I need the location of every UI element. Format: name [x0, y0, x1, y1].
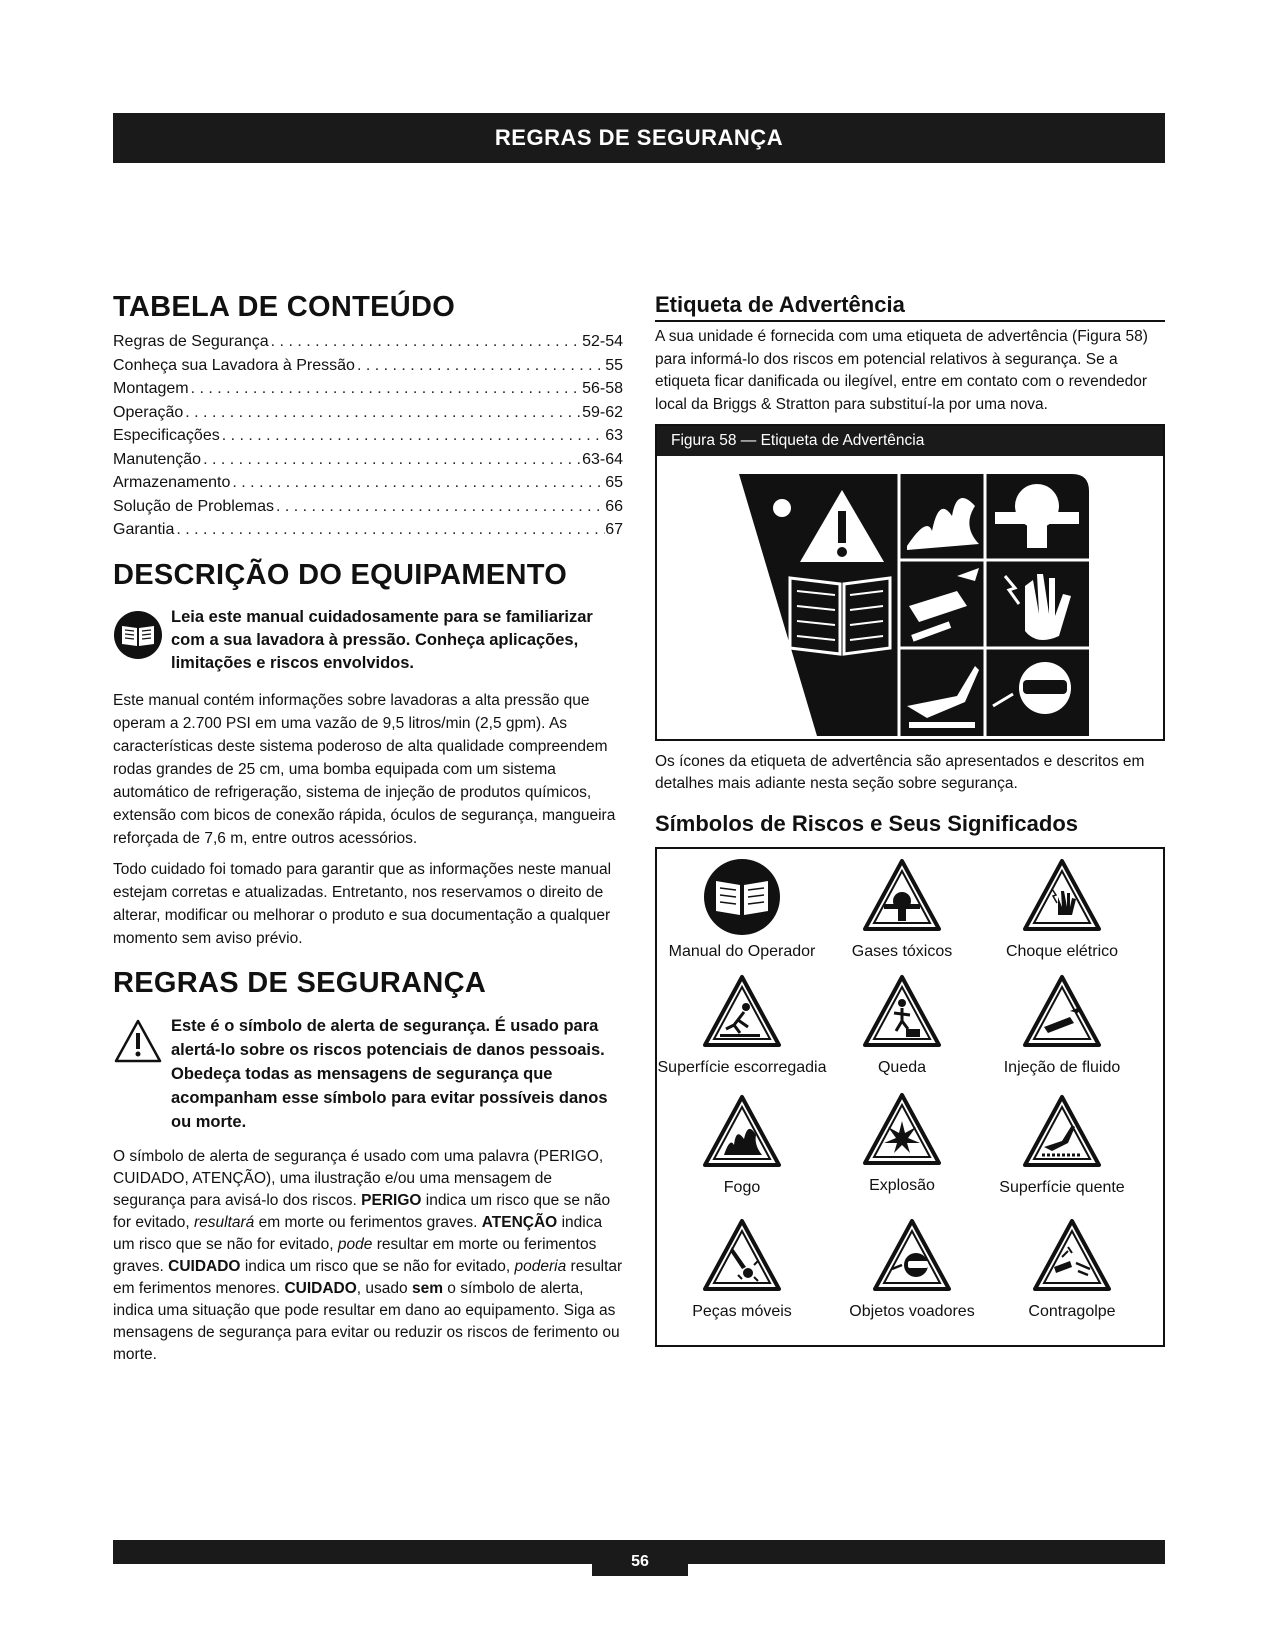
text-italic: pode	[337, 1235, 373, 1253]
text: resultar em ferimentos menores.	[113, 1257, 623, 1297]
toc-item-pages: 67	[605, 521, 623, 538]
text-bold: sem	[411, 1279, 443, 1297]
toc-item-label: Operação	[113, 403, 184, 421]
left-column	[113, 290, 623, 1366]
toc-leader	[355, 354, 605, 378]
toxic-gas-icon	[862, 857, 942, 937]
warning-label-after: Os ícones da etiqueta de advertência são apresentados e descritos em detalhes mais adiante nesta seção sobre segurança.	[655, 753, 1145, 792]
toc-leader	[174, 518, 605, 542]
toc-item-label: Montagem	[113, 380, 189, 397]
toc-item-pages: 59-62	[582, 403, 623, 421]
symbol-hot-surface	[977, 1093, 1147, 1197]
toc-item[interactable]	[113, 401, 623, 425]
toc-title: TABELA DE CONTEÚDO	[113, 291, 456, 323]
symbol-label: Superfície quente	[999, 1179, 1125, 1196]
toc-leader	[189, 377, 582, 401]
toc-leader	[183, 401, 582, 425]
signal-word-cuidado: CUIDADO	[168, 1257, 241, 1275]
warning-label-image	[657, 456, 1163, 739]
symbol-label: Peças móveis	[692, 1303, 792, 1320]
toc-item-label: Garantia	[113, 521, 175, 538]
toc-leader	[230, 471, 605, 495]
symbol-flying-objects	[827, 1217, 997, 1321]
symbol-label: Fogo	[723, 1179, 761, 1196]
symbol-moving-parts	[657, 1217, 827, 1321]
toc-item[interactable]	[113, 377, 623, 401]
symbol-label: Explosão	[869, 1177, 935, 1194]
manual-icon	[113, 606, 171, 675]
text: indica um risco que se não for evitado,	[244, 1257, 511, 1275]
operators-manual-icon	[702, 857, 782, 937]
text: resultar em morte ou ferimentos graves.	[113, 1235, 597, 1275]
text-italic: poderia	[514, 1257, 567, 1275]
symbol-label: Superfície escorregadia	[657, 1059, 827, 1076]
electric-shock-icon	[1022, 857, 1102, 937]
moving-parts-icon	[702, 1217, 782, 1297]
safety-title: REGRAS DE SEGURANÇA	[113, 966, 487, 999]
fire-icon	[702, 1093, 782, 1173]
signal-word-perigo: PERIGO	[361, 1191, 422, 1209]
symbol-operators-manual	[657, 857, 827, 961]
toc-item-pages: 63	[605, 427, 623, 444]
warning-label-paragraph: A sua unidade é fornecida com uma etiqueta de advertência (Figura 58) para informá-lo dos riscos em potencial relativos à segurança. Se a etiqueta ficar danificada ou ilegível, entre em contato com o revendedor local da Briggs & Stratton para substituí-la por uma nova.	[655, 328, 1148, 413]
symbol-label: Objetos voadores	[849, 1303, 975, 1320]
toc-item[interactable]	[113, 354, 623, 378]
text: indica um risco que se não for evitado,	[113, 1191, 611, 1231]
explosion-icon	[862, 1091, 942, 1171]
page-header-title: REGRAS DE SEGURANÇA	[494, 125, 784, 150]
safety-alert-text: Este é o símbolo de alerta de segurança. É usado para alertá-lo sobre os riscos potenciais de danos pessoais. Obedeça todas as mensagens de segurança que acompanham esse símbolo para evitar possíveis danos ou morte.	[171, 1016, 608, 1131]
text: em morte ou ferimentos graves.	[258, 1213, 478, 1231]
safety-alert-callout	[113, 1014, 623, 1134]
page-header-banner	[113, 113, 1165, 163]
symbol-kickback	[987, 1217, 1157, 1321]
text: indica um risco que se não for evitado,	[113, 1213, 603, 1253]
toc-item-pages: 52-54	[582, 333, 623, 350]
toc-leader	[201, 448, 582, 472]
symbol-label: Queda	[877, 1059, 927, 1076]
toc-leader	[220, 424, 605, 448]
symbol-fire	[657, 1093, 827, 1197]
symbols-title: Símbolos de Riscos e Seus Significados	[655, 811, 1079, 836]
hazard-symbols-grid	[655, 847, 1165, 1347]
figure-caption: Figura 58 — Etiqueta de Advertência	[657, 426, 1163, 456]
toc-leader	[274, 495, 605, 519]
text-italic: resultará	[194, 1213, 255, 1231]
table-of-contents	[113, 330, 623, 542]
manual-callout-text: Leia este manual cuidadosamente para se familiarizar com a sua lavadora à pressão. Conheça aplicações, limitações e riscos envolvidos.	[171, 607, 593, 672]
toc-item-label: Armazenamento	[113, 474, 231, 491]
signal-word-cuidado: CUIDADO	[284, 1279, 357, 1297]
right-column	[655, 290, 1165, 1347]
symbol-explosion	[817, 1091, 987, 1195]
toc-item[interactable]	[113, 424, 623, 448]
toc-item-pages: 63-64	[582, 450, 623, 468]
page-number: 56	[631, 1553, 649, 1570]
toc-leader	[269, 330, 582, 354]
warning-label-title: Etiqueta de Advertência	[655, 290, 1165, 322]
toc-item[interactable]	[113, 330, 623, 354]
toc-item[interactable]	[113, 495, 623, 519]
symbol-label: Gases tóxicos	[851, 943, 953, 960]
symbol-label: Injeção de fluido	[1003, 1059, 1121, 1076]
symbol-toxic-gases	[817, 857, 987, 961]
decal-mount-hole	[773, 499, 791, 517]
figure-58	[655, 424, 1165, 741]
toc-item-pages: 55	[605, 356, 623, 374]
slippery-surface-icon	[702, 973, 782, 1053]
toc-item-pages: 65	[605, 474, 623, 491]
manual-callout	[113, 606, 623, 675]
text: O símbolo de alerta de segurança é usado com uma palavra (PERIGO, CUIDADO, ATENÇÃO), uma ilustração e/ou uma mensagem de segurança para avisá-lo dos riscos.	[113, 1147, 604, 1209]
equipment-title: DESCRIÇÃO DO EQUIPAMENTO	[113, 558, 568, 591]
symbol-label: Choque elétrico	[1005, 943, 1119, 960]
signal-word-atencao: ATENÇÃO	[481, 1213, 558, 1231]
toc-item[interactable]	[113, 518, 623, 542]
symbol-slippery-surface	[657, 973, 827, 1077]
toc-item[interactable]	[113, 471, 623, 495]
warning-decal-illustration	[657, 456, 1163, 739]
text: o símbolo de alerta, indica uma situação que pode resultar em dano ao equipamento. Siga as mensagens de segurança para evitar ou reduzir os riscos de ferimento ou morte.	[113, 1279, 620, 1363]
flying-objects-icon	[872, 1217, 952, 1297]
safety-alert-icon	[113, 1014, 171, 1134]
symbol-fall	[817, 973, 987, 1077]
text: , usado	[356, 1279, 408, 1297]
fall-icon	[862, 973, 942, 1053]
equipment-paragraph-2: Todo cuidado foi tomado para garantir que as informações neste manual estejam corretas e atualizadas. Entretanto, nos reservamos o direito de alterar, modificar ou melhorar o produto e sua documentação a qualquer momento sem aviso prévio.	[113, 860, 612, 947]
fluid-injection-icon	[1022, 973, 1102, 1053]
kickback-icon	[1032, 1217, 1112, 1297]
toc-item-label: Solução de Problemas	[113, 497, 274, 515]
symbol-label: Contragolpe	[1028, 1303, 1116, 1320]
toc-item[interactable]	[113, 448, 623, 472]
symbol-electric-shock	[977, 857, 1147, 961]
equipment-paragraph-1: Este manual contém informações sobre lavadoras a alta pressão que operam a 2.700 PSI em uma vazão de 9,5 litros/min (2,5 gpm). As características deste sistema poderoso de alta qualidade compreendem rodas grandes de 25 cm, uma bomba equipada com um sistema automático de refrigeração, sistema de injeção de produtos químicos, extensão com bicos de conexão rápida, óculos de segurança, mangueira reforçada de 7,6 m, entre outros acessórios.	[113, 691, 616, 847]
safety-paragraph	[113, 1146, 623, 1366]
toc-item-label: Regras de Segurança	[113, 333, 269, 350]
toc-item-pages: 56-58	[582, 380, 623, 397]
toc-item-label: Especificações	[113, 427, 220, 444]
toc-item-label: Conheça sua Lavadora à Pressão	[113, 356, 355, 374]
symbol-label: Manual do Operador	[668, 943, 816, 960]
toc-item-label: Manutenção	[113, 450, 202, 468]
symbol-fluid-injection	[977, 973, 1147, 1077]
hot-surface-icon	[1022, 1093, 1102, 1173]
page-number-tab	[592, 1540, 688, 1576]
toc-item-pages: 66	[605, 497, 623, 515]
